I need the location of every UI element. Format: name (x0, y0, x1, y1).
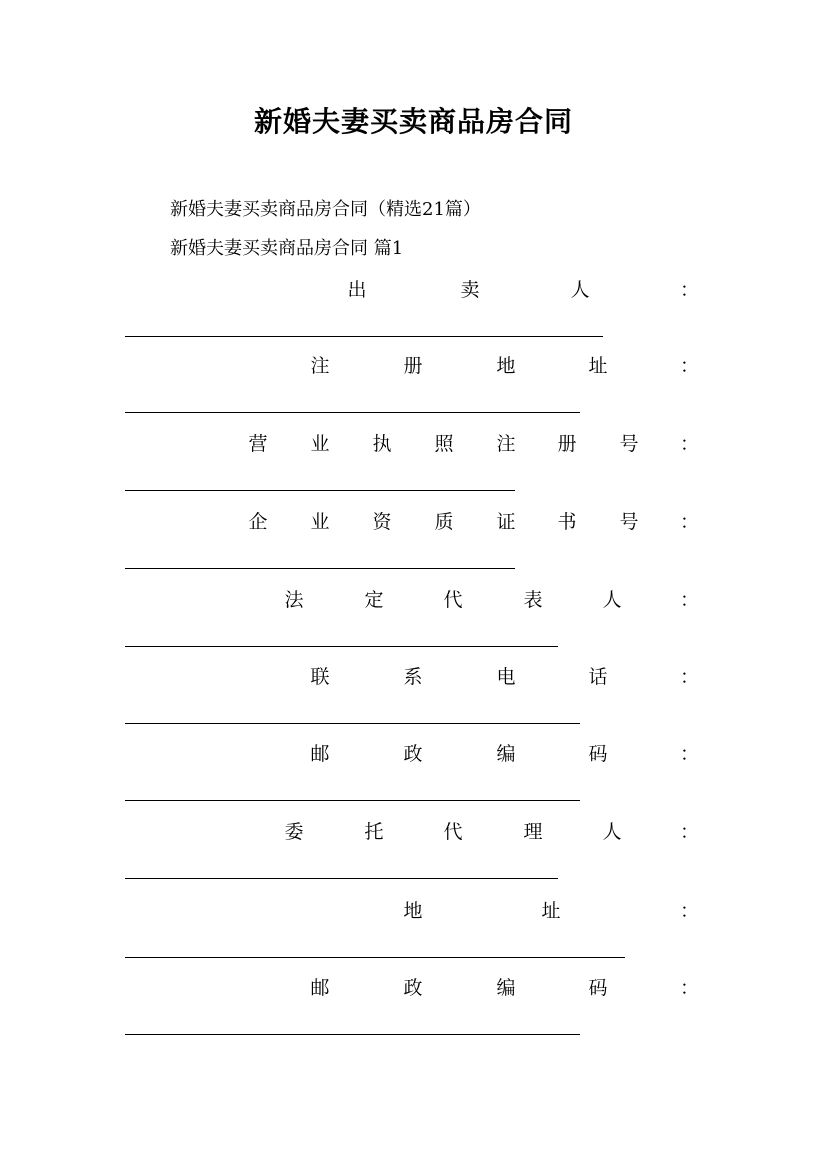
field-label-char: 码 (588, 977, 608, 999)
field-label-char: 联 (310, 666, 330, 688)
field-label-char: 证 (496, 511, 516, 533)
field-label-char: 政 (403, 743, 423, 765)
field-label-char: 号 (619, 433, 639, 455)
field-label-char: 人 (602, 589, 622, 611)
field-label-char: 地 (496, 355, 516, 377)
field-label-char: 业 (310, 433, 330, 455)
field-label-char: 册 (557, 433, 577, 455)
field-colon: ： (680, 433, 700, 455)
field-label-char: 人 (570, 279, 590, 301)
field-label-char: 出 (347, 279, 367, 301)
field-label-char: 址 (588, 355, 608, 377)
field-label-char: 人 (602, 821, 622, 843)
field-label-row (0, 974, 827, 1002)
field-label-char: 码 (588, 743, 608, 765)
field-label-char: 址 (541, 900, 561, 922)
field-label-char: 册 (403, 355, 423, 377)
field-label-row (0, 818, 827, 846)
field-label-char: 电 (496, 666, 516, 688)
field-colon: ： (680, 666, 700, 688)
field-label-row (0, 663, 827, 691)
field-label-char: 注 (496, 433, 516, 455)
field-colon: ： (680, 900, 700, 922)
field-label-row (0, 508, 827, 536)
field-colon: ： (680, 589, 700, 611)
field-label-row (0, 586, 827, 614)
fill-in-blank-line[interactable] (125, 336, 603, 337)
field-label-char: 编 (496, 743, 516, 765)
field-colon: ： (680, 511, 700, 533)
fill-in-blank-line[interactable] (125, 1034, 580, 1035)
field-label-char: 注 (310, 355, 330, 377)
field-label-char: 邮 (310, 977, 330, 999)
field-label-row (0, 430, 827, 458)
field-colon: ： (680, 355, 700, 377)
field-label-char: 质 (434, 511, 454, 533)
fill-in-blank-line[interactable] (125, 957, 625, 958)
field-label-char: 理 (523, 821, 543, 843)
fill-in-blank-line[interactable] (125, 412, 580, 413)
field-label-char: 号 (619, 511, 639, 533)
field-label-row (0, 740, 827, 768)
field-colon: ： (680, 821, 700, 843)
field-label-char: 政 (403, 977, 423, 999)
field-label-char: 话 (588, 666, 608, 688)
document-title: 新婚夫妻买卖商品房合同 (253, 105, 573, 138)
fill-in-blank-line[interactable] (125, 490, 515, 491)
fill-in-blank-line[interactable] (125, 646, 558, 647)
fill-in-blank-line[interactable] (125, 568, 515, 569)
field-label-char: 营 (248, 433, 268, 455)
field-label-char: 书 (557, 511, 577, 533)
field-colon: ： (680, 279, 700, 301)
field-label-row (0, 276, 827, 304)
field-label-char: 资 (372, 511, 392, 533)
fill-in-blank-line[interactable] (125, 800, 580, 801)
section-heading: 新婚夫妻买卖商品房合同 篇1 (170, 238, 404, 259)
field-label-char: 邮 (310, 743, 330, 765)
field-label-char: 照 (434, 433, 454, 455)
field-label-char: 执 (372, 433, 392, 455)
field-label-char: 代 (443, 821, 463, 843)
field-label-char: 定 (364, 589, 384, 611)
field-label-char: 法 (284, 589, 304, 611)
field-label-char: 企 (248, 511, 268, 533)
field-label-row (0, 352, 827, 380)
field-label-char: 编 (496, 977, 516, 999)
field-colon: ： (680, 743, 700, 765)
field-label-char: 委 (284, 821, 304, 843)
field-colon: ： (680, 977, 700, 999)
field-label-char: 托 (364, 821, 384, 843)
field-label-char: 表 (523, 589, 543, 611)
field-label-char: 代 (443, 589, 463, 611)
field-label-char: 系 (403, 666, 423, 688)
intro-paragraph: 新婚夫妻买卖商品房合同（精选21篇） (170, 199, 481, 220)
fill-in-blank-line[interactable] (125, 878, 558, 879)
field-label-char: 业 (310, 511, 330, 533)
field-label-row (0, 897, 827, 925)
fill-in-blank-line[interactable] (125, 723, 580, 724)
field-label-char: 卖 (460, 279, 480, 301)
field-label-char: 地 (403, 900, 423, 922)
